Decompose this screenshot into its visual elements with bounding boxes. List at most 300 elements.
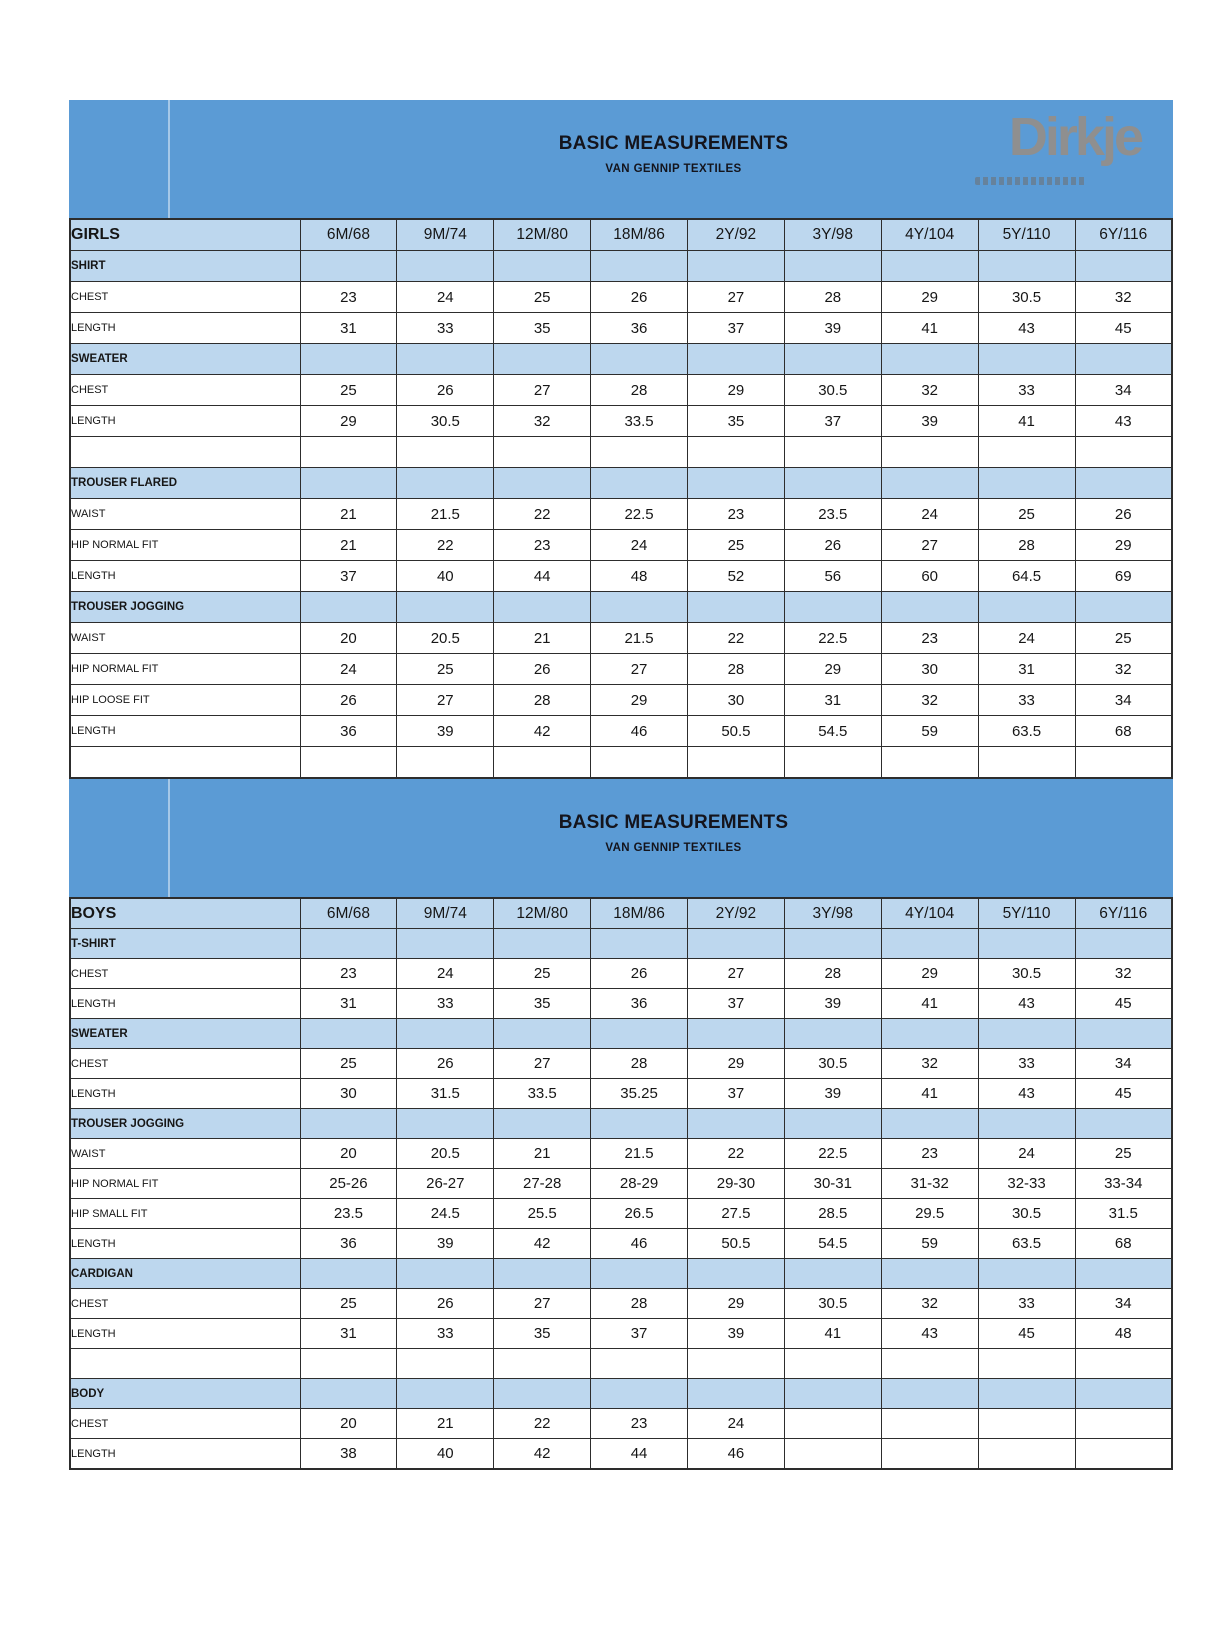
value-cell: 56: [784, 561, 881, 592]
value-cell: 45: [1075, 989, 1172, 1019]
value-cell: [397, 1259, 494, 1289]
value-cell: 60: [881, 561, 978, 592]
value-cell: 26: [494, 654, 591, 685]
value-cell: [1075, 1379, 1172, 1409]
value-cell: 63.5: [978, 716, 1075, 747]
value-cell: 31.5: [1075, 1199, 1172, 1229]
row-label: LENGTH: [70, 1079, 300, 1109]
value-cell: 31: [300, 989, 397, 1019]
value-cell: 26: [397, 375, 494, 406]
row-label: LENGTH: [70, 1319, 300, 1349]
value-cell: [300, 1109, 397, 1139]
section-row: [70, 1109, 1172, 1139]
value-cell: 54.5: [784, 716, 881, 747]
value-cell: 23: [300, 282, 397, 313]
value-cell: 32: [881, 685, 978, 716]
row-label: [70, 437, 300, 468]
value-cell: 31: [300, 313, 397, 344]
value-cell: [784, 1379, 881, 1409]
value-cell: 25: [397, 654, 494, 685]
size-column-header: 6M/68: [300, 219, 397, 251]
value-cell: [784, 929, 881, 959]
value-cell: 64.5: [978, 561, 1075, 592]
value-cell: 40: [397, 1439, 494, 1470]
value-cell: [591, 344, 688, 375]
value-cell: [688, 468, 785, 499]
value-cell: [978, 1109, 1075, 1139]
size-column-header: 6Y/116: [1075, 898, 1172, 929]
row-label: CHEST: [70, 1409, 300, 1439]
value-cell: [784, 468, 881, 499]
value-cell: 24: [397, 959, 494, 989]
value-cell: 29: [688, 1289, 785, 1319]
size-column-header: 12M/80: [494, 898, 591, 929]
value-cell: 37: [688, 1079, 785, 1109]
value-cell: 23: [591, 1409, 688, 1439]
measurement-row: [70, 282, 1172, 313]
measurement-row: [70, 561, 1172, 592]
measurement-row: [70, 1199, 1172, 1229]
value-cell: 68: [1075, 716, 1172, 747]
value-cell: [784, 437, 881, 468]
value-cell: 31-32: [881, 1169, 978, 1199]
size-column-header: 6M/68: [300, 898, 397, 929]
value-cell: [688, 1349, 785, 1379]
value-cell: 21: [300, 530, 397, 561]
size-column-header: 5Y/110: [978, 898, 1075, 929]
size-column-header: 4Y/104: [881, 898, 978, 929]
value-cell: [300, 468, 397, 499]
value-cell: 23: [300, 959, 397, 989]
value-cell: 20.5: [397, 623, 494, 654]
value-cell: [494, 251, 591, 282]
value-cell: 22.5: [784, 623, 881, 654]
value-cell: [881, 1019, 978, 1049]
value-cell: 23.5: [784, 499, 881, 530]
row-label: HIP NORMAL FIT: [70, 530, 300, 561]
value-cell: 45: [978, 1319, 1075, 1349]
value-cell: 27: [494, 375, 591, 406]
value-cell: 22.5: [591, 499, 688, 530]
value-cell: [1075, 1109, 1172, 1139]
value-cell: 30: [300, 1079, 397, 1109]
value-cell: 39: [688, 1319, 785, 1349]
value-cell: [300, 592, 397, 623]
measurement-row: [70, 375, 1172, 406]
row-label: LENGTH: [70, 1439, 300, 1470]
measurement-row: [70, 1439, 1172, 1470]
value-cell: 36: [300, 716, 397, 747]
value-cell: 46: [591, 716, 688, 747]
value-cell: 32: [1075, 654, 1172, 685]
value-cell: [494, 468, 591, 499]
value-cell: [397, 468, 494, 499]
value-cell: 32: [881, 1049, 978, 1079]
row-label: [70, 747, 300, 779]
value-cell: [397, 592, 494, 623]
row-label: TROUSER FLARED: [70, 468, 300, 499]
row-label: LENGTH: [70, 1229, 300, 1259]
value-cell: 50.5: [688, 1229, 785, 1259]
size-column-header: 3Y/98: [784, 219, 881, 251]
value-cell: 22: [688, 1139, 785, 1169]
measurement-sheet: [69, 100, 1173, 1470]
value-cell: [978, 344, 1075, 375]
value-cell: 20: [300, 1139, 397, 1169]
measurement-row: [70, 1169, 1172, 1199]
value-cell: 35: [494, 313, 591, 344]
value-cell: [591, 747, 688, 779]
row-label: LENGTH: [70, 406, 300, 437]
value-cell: 37: [688, 989, 785, 1019]
value-cell: 31: [978, 654, 1075, 685]
value-cell: 27: [494, 1289, 591, 1319]
measurement-row: [70, 654, 1172, 685]
value-cell: [591, 929, 688, 959]
value-cell: [300, 747, 397, 779]
value-cell: [881, 1439, 978, 1470]
spacer-row: [70, 747, 1172, 779]
value-cell: 24.5: [397, 1199, 494, 1229]
value-cell: 26: [784, 530, 881, 561]
row-label: BODY: [70, 1379, 300, 1409]
value-cell: [881, 929, 978, 959]
value-cell: [1075, 437, 1172, 468]
measurement-row: [70, 623, 1172, 654]
value-cell: 25: [494, 282, 591, 313]
value-cell: 63.5: [978, 1229, 1075, 1259]
value-cell: [881, 468, 978, 499]
value-cell: 21.5: [397, 499, 494, 530]
value-cell: 44: [591, 1439, 688, 1470]
value-cell: [978, 1019, 1075, 1049]
value-cell: 54.5: [784, 1229, 881, 1259]
measurement-row: [70, 1139, 1172, 1169]
value-cell: 37: [591, 1319, 688, 1349]
value-cell: [300, 1019, 397, 1049]
value-cell: [784, 1109, 881, 1139]
value-cell: 41: [881, 989, 978, 1019]
value-cell: 33.5: [591, 406, 688, 437]
value-cell: [397, 747, 494, 779]
measurement-row: [70, 406, 1172, 437]
value-cell: 30-31: [784, 1169, 881, 1199]
value-cell: 34: [1075, 1049, 1172, 1079]
value-cell: [591, 437, 688, 468]
value-cell: 23: [881, 1139, 978, 1169]
row-label: LENGTH: [70, 716, 300, 747]
value-cell: [591, 468, 688, 499]
value-cell: [978, 1439, 1075, 1470]
measurement-row: [70, 1289, 1172, 1319]
value-cell: [688, 344, 785, 375]
row-label: CHEST: [70, 1049, 300, 1079]
value-cell: 35: [688, 406, 785, 437]
value-cell: 21: [300, 499, 397, 530]
value-cell: 29: [881, 282, 978, 313]
doc-title: BASIC MEASUREMENTS: [558, 133, 789, 154]
value-cell: 39: [784, 1079, 881, 1109]
section-row: [70, 344, 1172, 375]
value-cell: 21.5: [591, 1139, 688, 1169]
value-cell: [688, 592, 785, 623]
value-cell: [978, 251, 1075, 282]
value-cell: [591, 592, 688, 623]
value-cell: 27: [688, 282, 785, 313]
value-cell: 42: [494, 716, 591, 747]
measurement-row: [70, 959, 1172, 989]
value-cell: 41: [978, 406, 1075, 437]
value-cell: 44: [494, 561, 591, 592]
value-cell: 25: [494, 959, 591, 989]
value-cell: 30.5: [978, 959, 1075, 989]
row-label: SHIRT: [70, 251, 300, 282]
value-cell: 43: [978, 313, 1075, 344]
value-cell: [1075, 1439, 1172, 1470]
value-cell: 40: [397, 561, 494, 592]
row-label: WAIST: [70, 1139, 300, 1169]
value-cell: [881, 437, 978, 468]
row-label: CHEST: [70, 282, 300, 313]
value-cell: 32: [1075, 282, 1172, 313]
group-label: BOYS: [70, 898, 300, 929]
value-cell: 22: [688, 623, 785, 654]
doc-subtitle: VAN GENNIP TEXTILES: [605, 163, 742, 175]
value-cell: [397, 1019, 494, 1049]
value-cell: [881, 592, 978, 623]
section-row: [70, 468, 1172, 499]
value-cell: 30.5: [784, 375, 881, 406]
value-cell: [881, 1349, 978, 1379]
value-cell: 39: [784, 989, 881, 1019]
value-cell: 39: [881, 406, 978, 437]
value-cell: [978, 1379, 1075, 1409]
value-cell: 27: [591, 654, 688, 685]
value-cell: [784, 1349, 881, 1379]
row-label: WAIST: [70, 499, 300, 530]
value-cell: 25: [1075, 1139, 1172, 1169]
value-cell: 29: [688, 1049, 785, 1079]
value-cell: 28: [591, 375, 688, 406]
size-header-row: [70, 898, 1172, 929]
value-cell: [978, 1409, 1075, 1439]
value-cell: 22.5: [784, 1139, 881, 1169]
measurement-row: [70, 1319, 1172, 1349]
value-cell: [591, 1109, 688, 1139]
measurement-row: [70, 1079, 1172, 1109]
value-cell: 28: [688, 654, 785, 685]
value-cell: 32: [881, 375, 978, 406]
value-cell: 27: [688, 959, 785, 989]
value-cell: 30: [688, 685, 785, 716]
row-label: LENGTH: [70, 561, 300, 592]
measurement-row: [70, 685, 1172, 716]
value-cell: 25-26: [300, 1169, 397, 1199]
value-cell: 36: [300, 1229, 397, 1259]
value-cell: [784, 747, 881, 779]
value-cell: 23: [881, 623, 978, 654]
row-label: WAIST: [70, 623, 300, 654]
value-cell: [881, 1109, 978, 1139]
value-cell: 32: [1075, 959, 1172, 989]
value-cell: [1075, 1019, 1172, 1049]
value-cell: [784, 1439, 881, 1470]
value-cell: [591, 251, 688, 282]
boys-size-table: [69, 897, 1173, 1470]
value-cell: [494, 1259, 591, 1289]
row-label: SWEATER: [70, 344, 300, 375]
value-cell: 32-33: [978, 1169, 1075, 1199]
doc-title: BASIC MEASUREMENTS: [558, 812, 789, 833]
size-column-header: 9M/74: [397, 219, 494, 251]
value-cell: 28: [591, 1289, 688, 1319]
value-cell: 29: [881, 959, 978, 989]
value-cell: [591, 1259, 688, 1289]
value-cell: 25: [978, 499, 1075, 530]
value-cell: [397, 929, 494, 959]
value-cell: 21.5: [591, 623, 688, 654]
value-cell: 21: [494, 1139, 591, 1169]
value-cell: [300, 1259, 397, 1289]
value-cell: [1075, 929, 1172, 959]
value-cell: 28: [784, 282, 881, 313]
value-cell: 43: [1075, 406, 1172, 437]
row-label: LENGTH: [70, 989, 300, 1019]
value-cell: 41: [784, 1319, 881, 1349]
value-cell: [784, 251, 881, 282]
section-row: [70, 1019, 1172, 1049]
value-cell: [978, 1349, 1075, 1379]
measurement-row: [70, 499, 1172, 530]
value-cell: [300, 251, 397, 282]
value-cell: 23.5: [300, 1199, 397, 1229]
value-cell: [881, 1259, 978, 1289]
value-cell: 28: [978, 530, 1075, 561]
value-cell: 24: [978, 1139, 1075, 1169]
value-cell: 35: [494, 989, 591, 1019]
value-cell: 25: [300, 375, 397, 406]
value-cell: 24: [978, 623, 1075, 654]
value-cell: 28.5: [784, 1199, 881, 1229]
group-label: GIRLS: [70, 219, 300, 251]
value-cell: 27-28: [494, 1169, 591, 1199]
value-cell: 25: [300, 1289, 397, 1319]
value-cell: [397, 1379, 494, 1409]
value-cell: [784, 1019, 881, 1049]
section-row: [70, 1379, 1172, 1409]
value-cell: [1075, 251, 1172, 282]
value-cell: 31: [300, 1319, 397, 1349]
value-cell: 42: [494, 1229, 591, 1259]
row-label: CHEST: [70, 1289, 300, 1319]
value-cell: 41: [881, 1079, 978, 1109]
value-cell: 28: [591, 1049, 688, 1079]
value-cell: [784, 1259, 881, 1289]
value-cell: [494, 592, 591, 623]
row-label: TROUSER JOGGING: [70, 1109, 300, 1139]
value-cell: 45: [1075, 313, 1172, 344]
section-row: [70, 251, 1172, 282]
value-cell: [688, 1109, 785, 1139]
value-cell: [978, 747, 1075, 779]
measurement-row: [70, 530, 1172, 561]
logo-tagline: [975, 177, 1087, 185]
size-column-header: 5Y/110: [978, 219, 1075, 251]
value-cell: [591, 1019, 688, 1049]
value-cell: 33-34: [1075, 1169, 1172, 1199]
value-cell: [978, 1259, 1075, 1289]
value-cell: 30.5: [397, 406, 494, 437]
value-cell: 33: [978, 1049, 1075, 1079]
value-cell: [978, 437, 1075, 468]
value-cell: [1075, 747, 1172, 779]
value-cell: [784, 1409, 881, 1439]
value-cell: 46: [688, 1439, 785, 1470]
size-column-header: 6Y/116: [1075, 219, 1172, 251]
value-cell: [300, 929, 397, 959]
value-cell: [300, 1349, 397, 1379]
row-label: T-SHIRT: [70, 929, 300, 959]
value-cell: [688, 251, 785, 282]
value-cell: [494, 1019, 591, 1049]
value-cell: 31.5: [397, 1079, 494, 1109]
doc-subtitle: VAN GENNIP TEXTILES: [605, 842, 742, 854]
dirkje-logo: Dirkje: [1008, 107, 1141, 167]
value-cell: 22: [397, 530, 494, 561]
value-cell: 33: [397, 313, 494, 344]
value-cell: 36: [591, 313, 688, 344]
value-cell: 43: [978, 989, 1075, 1019]
value-cell: [881, 344, 978, 375]
value-cell: 30: [881, 654, 978, 685]
value-cell: [1075, 592, 1172, 623]
value-cell: 34: [1075, 1289, 1172, 1319]
size-header-row: [70, 219, 1172, 251]
value-cell: 52: [688, 561, 785, 592]
measurement-row: [70, 1229, 1172, 1259]
section-row: [70, 929, 1172, 959]
value-cell: 20: [300, 623, 397, 654]
spacer-row: [70, 437, 1172, 468]
value-cell: [397, 344, 494, 375]
spacer-row: [70, 1349, 1172, 1379]
value-cell: 39: [784, 313, 881, 344]
value-cell: 25: [1075, 623, 1172, 654]
value-cell: 26: [300, 685, 397, 716]
value-cell: 24: [300, 654, 397, 685]
row-label: HIP NORMAL FIT: [70, 1169, 300, 1199]
row-label: HIP NORMAL FIT: [70, 654, 300, 685]
value-cell: [881, 1409, 978, 1439]
value-cell: 25: [688, 530, 785, 561]
header-band-girls: [69, 100, 1173, 218]
value-cell: 68: [1075, 1229, 1172, 1259]
value-cell: 29: [784, 654, 881, 685]
value-cell: 59: [881, 1229, 978, 1259]
value-cell: [978, 592, 1075, 623]
value-cell: 25: [300, 1049, 397, 1079]
value-cell: 28-29: [591, 1169, 688, 1199]
value-cell: 28: [784, 959, 881, 989]
value-cell: 33.5: [494, 1079, 591, 1109]
value-cell: 32: [494, 406, 591, 437]
value-cell: 30.5: [978, 282, 1075, 313]
size-column-header: 18M/86: [591, 898, 688, 929]
value-cell: [591, 1379, 688, 1409]
value-cell: 30.5: [784, 1049, 881, 1079]
value-cell: 29.5: [881, 1199, 978, 1229]
value-cell: [300, 344, 397, 375]
